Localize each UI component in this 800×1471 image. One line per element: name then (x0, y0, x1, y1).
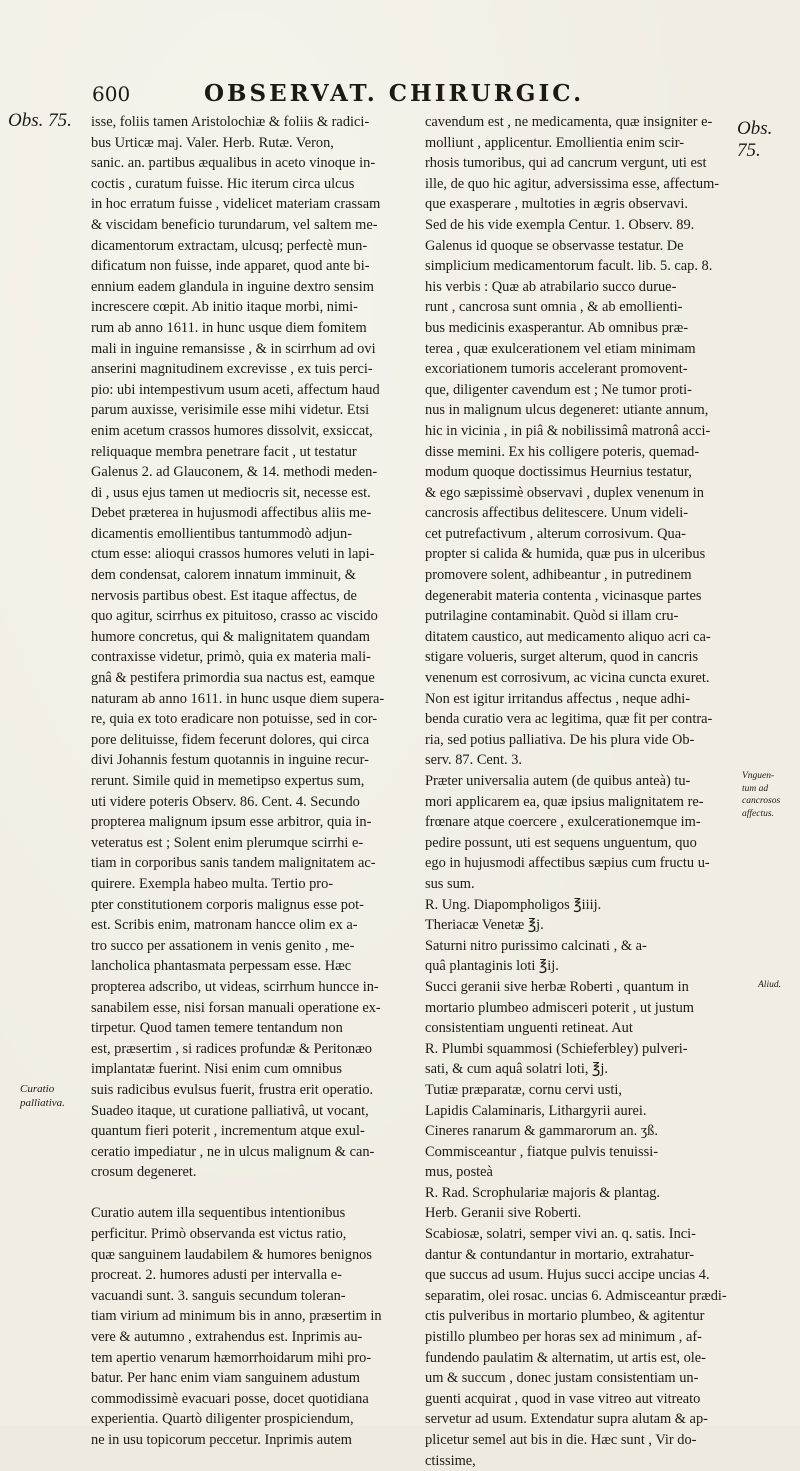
text-line: re, quia ex toto eradicare non potuisse, sed in cor- (91, 711, 378, 728)
text-line: humore concretus, qui & malignitatem quandam (91, 628, 370, 645)
text-line: Commisceantur , fiatque pulvis tenuissi- (425, 1143, 659, 1160)
text-line: procreat. 2. humores adusti per intervalla e- (91, 1267, 342, 1284)
text-line: consistentiam unguenti retineat. Aut (425, 1020, 633, 1037)
text-line: ctis pulveribus in mortario plumbeo, & agitentur (425, 1308, 705, 1325)
text-line: R. Plumbi squammosi (Schieferbley) pulveri- (425, 1040, 688, 1057)
text-line: quo agitur, scirrhus ex pituitoso, crasso ac viscido (91, 608, 378, 625)
text-line: dem condensat, calorem innatum imminuit, & (91, 567, 356, 584)
text-line: molliunt , applicentur. Emollientia enim scir- (425, 134, 685, 151)
text-line: ille, de quo hic agitur, adversissima esse, affectum- (425, 175, 720, 192)
margin-note-curatio (20, 1082, 88, 1110)
text-line: promovere solent, adhibeantur , in putredinem (425, 567, 692, 584)
text-line: Debet præterea in hujusmodi affectibus aliis me- (91, 505, 372, 522)
text-line: mali in inguine remansisse , & in scirrhum ad ovi (91, 340, 376, 357)
text-line: uti videre poteris Observ. 86. Cent. 4. Secundo (91, 793, 360, 810)
text-line: que exasperare , multoties in ægris observavi. (425, 196, 688, 213)
text-line: Lapidis Calaminaris, Lithargyrii aurei. (425, 1102, 647, 1119)
margin-note-unguentum-line: tum ad (742, 783, 769, 794)
text-line: dicamentis emollientibus tantummodò adjun- (91, 525, 352, 542)
text-line: isse, foliis tamen Aristolochiæ & foliis & radici- (91, 114, 370, 130)
text-line: divi Johannis festum quotannis in inguine recur- (91, 752, 369, 769)
text-line: fundendo paulatim & alternatim, ut artis est, ole- (425, 1349, 706, 1366)
text-line: quâ plantaginis loti ℥ij. (425, 958, 559, 975)
text-line: tem apertio venarum hæmorrhoidarum mihi pro- (91, 1349, 372, 1366)
text-line: sati, & cum aquâ solatri loti, ℥j. (425, 1061, 608, 1078)
text-line: pio: ubi intempestivum usum aceti, affectum haud (91, 381, 380, 398)
text-line: pistillo plumbeo per horas sex ad minimum , af- (425, 1329, 702, 1346)
text-line: propterea adscribo, ut videas, scirrhum huncce in- (91, 978, 379, 995)
margin-note-unguentum-line: Vnguen- (742, 771, 775, 781)
text-line: Suadeo itaque, ut curatione palliativâ, ut vocant, (91, 1102, 369, 1119)
text-line: runt , cancrosa sunt omnia , & ab emollienti- (425, 299, 683, 316)
text-line: crosum degeneret. (91, 1164, 197, 1181)
text-line: Theriacæ Venetæ ℥j. (425, 917, 544, 934)
margin-note-unguentum-line: affectus. (742, 808, 774, 819)
text-line: suis radicibus evulsus fuerit, frustra erit operatio. (91, 1081, 374, 1098)
text-line: est, præsertim , si radices profundæ & Peritonæo (91, 1040, 372, 1057)
text-line: frœnare atque coercere , exulcerationemque im- (425, 814, 701, 831)
text-line: nervosis partibus obest. Est itaque affectus, de (91, 587, 357, 604)
text-line: Præter universalia autem (de quibus anteà) tu- (425, 773, 691, 789)
text-line: enim acetum crassos humores dissolvit, exsiccat, (91, 422, 373, 439)
text-line: rerunt. Simile quid in memetipso expertus sum, (91, 773, 365, 789)
text-line: Non est igitur irritandus affectus , neque adhi- (425, 690, 691, 707)
text-line: R. Rad. Scrophulariæ majoris & plantag. (425, 1184, 661, 1201)
text-line: servetur ad usum. Extendatur supra alutam & ap- (425, 1411, 708, 1428)
text-line: Curatio autem illa sequentibus intentionibus (91, 1205, 346, 1222)
text-line: & viscidam beneficio turundarum, vel saltem me- (91, 216, 378, 233)
text-line: lancholica phantasmata perpessam esse. Hæc (91, 958, 352, 975)
left-text-column (91, 112, 421, 1451)
text-line: dantur & contundantur in mortario, extrahatur- (425, 1246, 695, 1263)
text-line: guenti acquirat , quod in vase vitreo aut vitreato (425, 1390, 701, 1407)
text-line: degenerabit materia contenta , vicinasque partes (425, 587, 702, 604)
text-line: quirere. Exempla habeo multa. Tertio pro- (91, 875, 334, 892)
text-line: coctis , curatum fuisse. Hic iterum circa ulcus (91, 175, 355, 192)
text-line: bus Urticæ maj. Valer. Herb. Rutæ. Veron, (91, 134, 334, 151)
text-line: Scabiosæ, solatri, semper vivi an. q. satis. Inci- (425, 1226, 696, 1243)
text-line: vere & autumno , extrahendus est. Inprimis au- (91, 1329, 363, 1346)
text-line: Tutiæ præparatæ, cornu cervi usti, (425, 1081, 622, 1098)
text-line: que, diligenter cavendum est ; Ne tumor proti- (425, 381, 692, 398)
text-line: ria, sed potius palliativa. De his plura vide Ob- (425, 731, 695, 748)
text-line: ego in hujusmodi affectibus sæpius cum fructu u- (425, 855, 710, 872)
text-line: sanic. an. partibus æqualibus in aceto vinoque in- (91, 155, 376, 172)
text-line: stigare volueris, surget alterum, quod in cancris (425, 649, 699, 666)
text-line: mortario plumbeo admisceri poterit , ut justum (425, 999, 694, 1016)
text-line: venenum est corrosivum, ac vicina cuncta exuret. (425, 670, 710, 687)
margin-note-obs-right: Obs. 75. (737, 118, 773, 161)
text-line: gnâ & pestifera primordia sua nactus est, eamque (91, 670, 375, 687)
page-number: 600 (92, 82, 131, 106)
text-line: commodissimè evacuari posse, docet quotidiana (91, 1390, 369, 1407)
text-line: ne in usu topicorum peccetur. Inprimis autem (91, 1432, 352, 1448)
text-line: tro succo per assationem in venis genito , me- (91, 937, 355, 954)
text-line: simplicium medicamentorum facult. lib. 5. cap. 8. (425, 258, 713, 275)
text-line: batur. Per hanc enim viam sanguinem adustum (91, 1370, 360, 1387)
text-line: naturam ab anno 1611. in hunc usque diem supera- (91, 690, 385, 707)
text-line: tiam in corporibus sanis tandem malignitatem ac- (91, 855, 376, 872)
text-line: R. Ung. Diapompholigos ℥iiij. (425, 896, 602, 913)
text-line: ctum esse: alioqui crassos humores veluti in lapi- (91, 546, 375, 563)
text-line: bus medicinis exasperantur. Ab omnibus præ- (425, 319, 688, 336)
text-line: ennium eadem glandula in inguine dextro sensim (91, 278, 374, 295)
text-line: separatim, olei rosac. uncias 6. Admisceantur prædi- (425, 1287, 727, 1304)
page-header (92, 80, 752, 110)
text-line: mus, posteà (425, 1164, 493, 1181)
margin-note-curatio-line: palliativa. (20, 1097, 65, 1109)
text-line: mori applicarem ea, quæ ipsius malignitatem re- (425, 793, 704, 810)
text-line: Cineres ranarum & gammarorum an. ʒß. (425, 1123, 658, 1140)
text-line: di , usus ejus tamen ut mediocris sit, necesse est. (91, 484, 371, 501)
text-line: propter si calida & humida, quæ pus in ulceribus (425, 546, 706, 563)
text-line: cavendum est , ne medicamenta, quæ insigniter e- (425, 114, 713, 130)
text-line: putrilagine contaminabit. Quòd si illam cru- (425, 608, 679, 625)
text-line: sanabilem esse, nisi forsan manuali operatione ex- (91, 999, 381, 1016)
text-line: rum ab anno 1611. in hunc usque diem fomitem (91, 319, 367, 336)
text-line: perficitur. Primò observanda est victus ratio, (91, 1226, 347, 1243)
text-line: Succi geranii sive herbæ Roberti , quantum in (425, 978, 689, 995)
text-line: um & succum , donec justam consistentiam un- (425, 1370, 699, 1387)
text-line: dicamentorum extractam, ulcusq; perfectè mun- (91, 237, 368, 254)
text-line: serv. 87. Cent. 3. (425, 752, 522, 769)
text-line: sus sum. (425, 875, 475, 892)
text-line: disse memini. Ex his colligere poteris, quemad- (425, 443, 700, 460)
text-line: Herb. Geranii sive Roberti. (425, 1205, 582, 1222)
text-line: terea , quæ exulcerationem vel etiam minimam (425, 340, 696, 357)
text-line: rhosis tumoribus, qui ad cancrum vergunt, uti est (425, 155, 707, 172)
text-line: veteratus est ; Solent enim plerumque scirrhi e- (91, 834, 364, 851)
text-line: vacuandi sunt. 3. sanguis secundum toleran- (91, 1287, 346, 1304)
text-line: excoriationem tumoris accelerant promovent- (425, 361, 688, 378)
text-line: his verbis : Quæ ab atrabilario succo durue- (425, 278, 677, 295)
text-line: ctissime, (425, 1452, 476, 1469)
text-line: quantum fieri poterit , incrementum atque exul- (91, 1123, 365, 1140)
text-line: & ego sæpissimè observavi , duplex venenum in (425, 484, 704, 501)
running-title: OBSERVAT. CHIRURGIC. (204, 80, 585, 107)
text-line: pter constitutionem corporis malignus esse pot- (91, 896, 364, 913)
text-line: quæ sanguinem laudabilem & humores benignos (91, 1246, 372, 1263)
text-line: Galenus id quoque se observasse testatur. De (425, 237, 684, 254)
text-line: benda curatio vera ac legitima, quæ fit per contra- (425, 711, 713, 728)
text-line: ceratio impediatur , ne in ulcus malignum & can- (91, 1143, 375, 1160)
text-line: parum auxisse, verisimile esse mihi videtur. Etsi (91, 402, 370, 419)
text-line: modum quoque doctissimus Heurnius testatur, (425, 464, 692, 481)
text-line: tirpetur. Quod tamen temere tentandum non (91, 1020, 343, 1037)
text-line: experientia. Quartò diligenter prospiciendum, (91, 1411, 354, 1428)
text-line: Sed de his vide exempla Centur. 1. Observ. 89. (425, 216, 695, 233)
text-line: plicetur semel aut bis in die. Hæc sunt , Vir do- (425, 1432, 697, 1448)
text-line: contraxisse videtur, primò, quia ex materia mali- (91, 649, 371, 666)
text-line: dificatum non fuisse, inde apparet, quod ante bi- (91, 258, 370, 275)
text-line: hic in vicinia , in piâ & nobilissimâ matronâ acci- (425, 422, 711, 439)
text-line (91, 1183, 421, 1204)
margin-note-obs-left: Obs. 75. (8, 110, 72, 131)
margin-note-curatio-line: Curatio (20, 1083, 55, 1095)
text-line: est. Scribis enim, matronam hancce olim ex a- (91, 917, 358, 934)
text-line: pore delituisse, fidem fecerunt dolores, qui circa (91, 731, 370, 748)
text-line: que succus ad usum. Hujus succi accipe uncias 4. (425, 1267, 710, 1284)
text-line: pedire possunt, uti est sequens unguentum, quo (425, 834, 697, 851)
text-line: Galenus 2. ad Glauconem, & 14. methodi meden- (91, 464, 378, 481)
margin-note-aliud: Aliud. (758, 980, 781, 990)
text-line: implantatæ fuerint. Nisi enim cum omnibus (91, 1061, 343, 1078)
text-line: reliquaque membra penetrare facit , ut testatur (91, 443, 357, 460)
text-line: ditatem caustico, aut medicamento aliquo acri ca- (425, 628, 711, 645)
text-line: increscere cœpit. Ab initio itaque morbi, nimi- (91, 299, 358, 316)
text-line: cet putrefactivum , alterum corrosivum. Qua- (425, 525, 686, 542)
right-text-column (425, 112, 755, 1471)
text-line: cancrosis affectibus delitescere. Unum videli- (425, 505, 689, 522)
text-line: tiam virium ad minimum bis in anno, præsertim in (91, 1308, 382, 1325)
margin-note-unguentum-line: cancrosos (742, 796, 781, 806)
text-line: Saturni nitro purissimo calcinati , & a- (425, 937, 647, 954)
text-line: nus in malignum ulcus degeneret: utiante annum, (425, 402, 709, 419)
text-line: propterea malignum ipsum esse arbitror, quia in- (91, 814, 372, 831)
text-line: in hoc erratum fuisse , videlicet materiam crassam (91, 196, 381, 213)
text-line: anserini magnitudinem excrevisse , ex tuis perci- (91, 361, 373, 378)
